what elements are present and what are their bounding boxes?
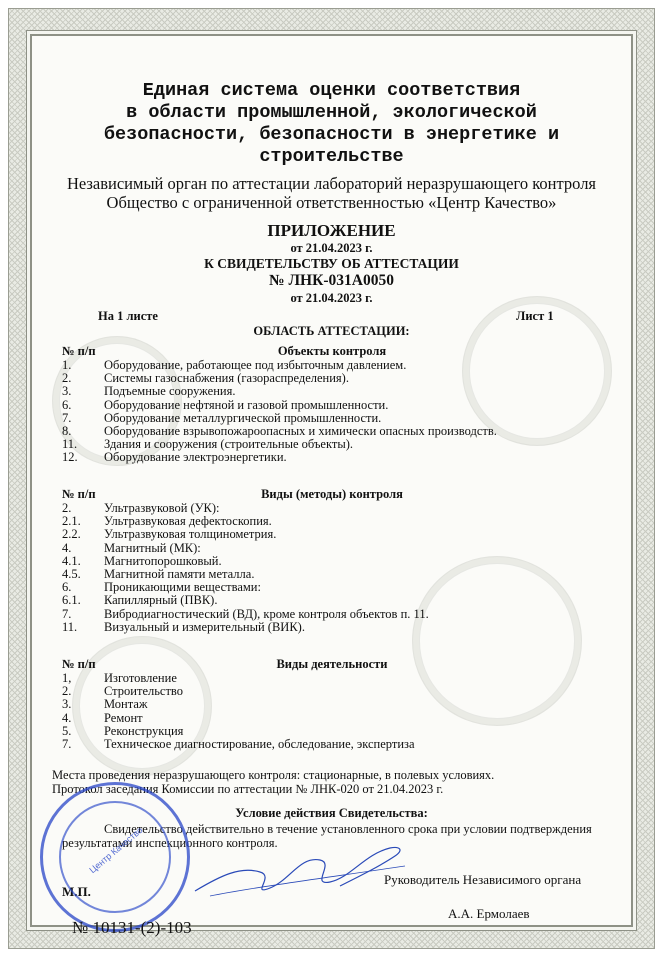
list-item (62, 451, 602, 464)
list-item (62, 725, 602, 738)
item-text: Оборудование нефтяной и газовой промышленности. (104, 397, 389, 412)
item-number: 6. (62, 580, 72, 595)
item-text: Строительство (104, 684, 184, 699)
appendix-to-certificate: К СВИДЕТЕЛЬСТВУ ОБ АТТЕСТАЦИИ (204, 256, 459, 271)
list-item (62, 528, 602, 541)
item-text: Ультразвуковая дефектоскопия. (104, 514, 272, 529)
list-item (62, 555, 602, 568)
item-text: Системы газоснабжения (газораспределения). (104, 371, 349, 386)
form-number: № 10131-(2)-103 (72, 918, 192, 937)
item-text: Реконструкция (104, 723, 184, 738)
appendix-title: ПРИЛОЖЕНИЕ (267, 221, 396, 240)
company-name: Общество с ограниченной ответственностью «Центр Качество» (106, 193, 557, 212)
item-number: 1, (62, 671, 72, 685)
item-number: 1. (62, 358, 72, 372)
list-item (62, 608, 602, 621)
list-item (62, 594, 602, 607)
testing-places: Места проведения неразрушающего контроля: стационарные, в полевых условиях. (52, 768, 495, 782)
item-text: Визуальный и измерительный (ВИК). (104, 619, 305, 634)
item-text: Изготовление (104, 671, 177, 685)
item-number: 8. (62, 423, 72, 438)
list-item (62, 712, 602, 725)
item-number: 5. (62, 723, 72, 738)
item-text: Магнитной памяти металла. (104, 566, 255, 581)
list-item (62, 385, 602, 398)
condition-text-line2: результатами инспекционного контроля. (62, 836, 278, 850)
scope-heading: ОБЛАСТЬ АТТЕСТАЦИИ: (253, 324, 410, 338)
item-number: 2. (62, 501, 72, 515)
organization-stamp (40, 782, 190, 932)
item-number: 3. (62, 697, 72, 712)
item-number: 3. (62, 384, 72, 399)
item-number: 11. (62, 437, 78, 452)
activities-list (62, 672, 602, 751)
system-title-line: безопасности, безопасности в энергетике и (103, 124, 560, 145)
certificate-date: от 21.04.2023 г. (290, 291, 373, 305)
objects-no-header: № п/п (62, 344, 96, 358)
item-number: 2.1. (62, 514, 81, 529)
item-text: Магнитопорошковый. (104, 553, 222, 568)
system-title-line: Единая система оценки соответствия (142, 80, 521, 101)
item-text: Оборудование металлургической промышленности. (104, 410, 382, 425)
system-title-line: в области промышленной, экологической (126, 102, 537, 123)
system-title-line: строительстве (259, 146, 404, 167)
commission-protocol: Протокол заседания Комиссии по аттестации № ЛНК-020 от 21.04.2023 г. (52, 782, 444, 796)
item-number: 12. (62, 450, 78, 465)
item-number: 7. (62, 606, 72, 621)
item-text: Подъемные сооружения. (104, 384, 236, 399)
condition-text-line1: Свидетельство действительно в течение установленного срока при условии подтверждения (104, 822, 592, 836)
item-number: 4.5. (62, 566, 81, 581)
appendix-date: от 21.04.2023 г. (290, 241, 373, 255)
stamp-place-label: М.П. (62, 884, 91, 899)
methods-list (62, 502, 602, 634)
list-item (62, 542, 602, 555)
signature-mark (190, 836, 410, 906)
activities-no-header: № п/п (62, 657, 96, 671)
item-number: 6. (62, 397, 72, 412)
item-text: Ремонт (104, 710, 143, 725)
item-number: 4.1. (62, 553, 81, 568)
methods-title: Виды (методы) контроля (261, 487, 403, 501)
activities-title: Виды деятельности (276, 657, 388, 671)
condition-title: Условие действия Свидетельства: (235, 806, 428, 820)
item-number: 7. (62, 736, 72, 751)
signer-role: Руководитель Независимого органа (384, 872, 582, 887)
sheets-count: На 1 листе (98, 309, 158, 323)
item-text: Техническое диагностирование, обследование, экспертиза (104, 736, 415, 751)
organ-name: Независимый орган по аттестации лабораторий неразрушающего контроля (66, 174, 597, 193)
item-text: Магнитный (МК): (104, 540, 201, 555)
item-text: Оборудование электроэнергетики. (104, 450, 287, 465)
item-text: Оборудование, работающее под избыточным давлением. (104, 358, 407, 372)
item-text: Монтаж (104, 697, 148, 712)
item-text: Капиллярный (ПВК). (104, 593, 218, 608)
item-number: 2. (62, 371, 72, 386)
item-text: Здания и сооружения (строительные объекты). (104, 437, 354, 452)
list-item (62, 412, 602, 425)
certificate-number: № ЛНК-031А0050 (269, 272, 394, 289)
system-title (60, 80, 603, 168)
list-item (62, 399, 602, 412)
item-text: Оборудование взрывопожароопасных и химически опасных производств. (104, 423, 497, 438)
item-number: 4. (62, 710, 72, 725)
sheet-number: Лист 1 (516, 309, 554, 323)
item-text: Проникающими веществами: (104, 580, 261, 595)
item-text: Ультразвуковой (УК): (104, 501, 220, 515)
signer-name: А.А. Ермолаев (448, 906, 530, 921)
methods-no-header: № п/п (62, 487, 96, 501)
item-number: 2.2. (62, 527, 81, 542)
item-number: 7. (62, 410, 72, 425)
objects-list (62, 359, 602, 465)
list-item (62, 621, 602, 634)
list-item (62, 698, 602, 711)
item-number: 11. (62, 619, 78, 634)
objects-title: Объекты контроля (277, 344, 387, 358)
item-number: 6.1. (62, 593, 81, 608)
item-text: Ультразвуковая толщинометрия. (104, 527, 277, 542)
item-number: 2. (62, 684, 72, 699)
stamp-text: Центр Качество (87, 824, 145, 876)
list-item (62, 738, 602, 751)
item-text: Вибродиагностический (ВД), кроме контроля объектов п. 11. (104, 606, 429, 621)
item-number: 4. (62, 540, 72, 555)
